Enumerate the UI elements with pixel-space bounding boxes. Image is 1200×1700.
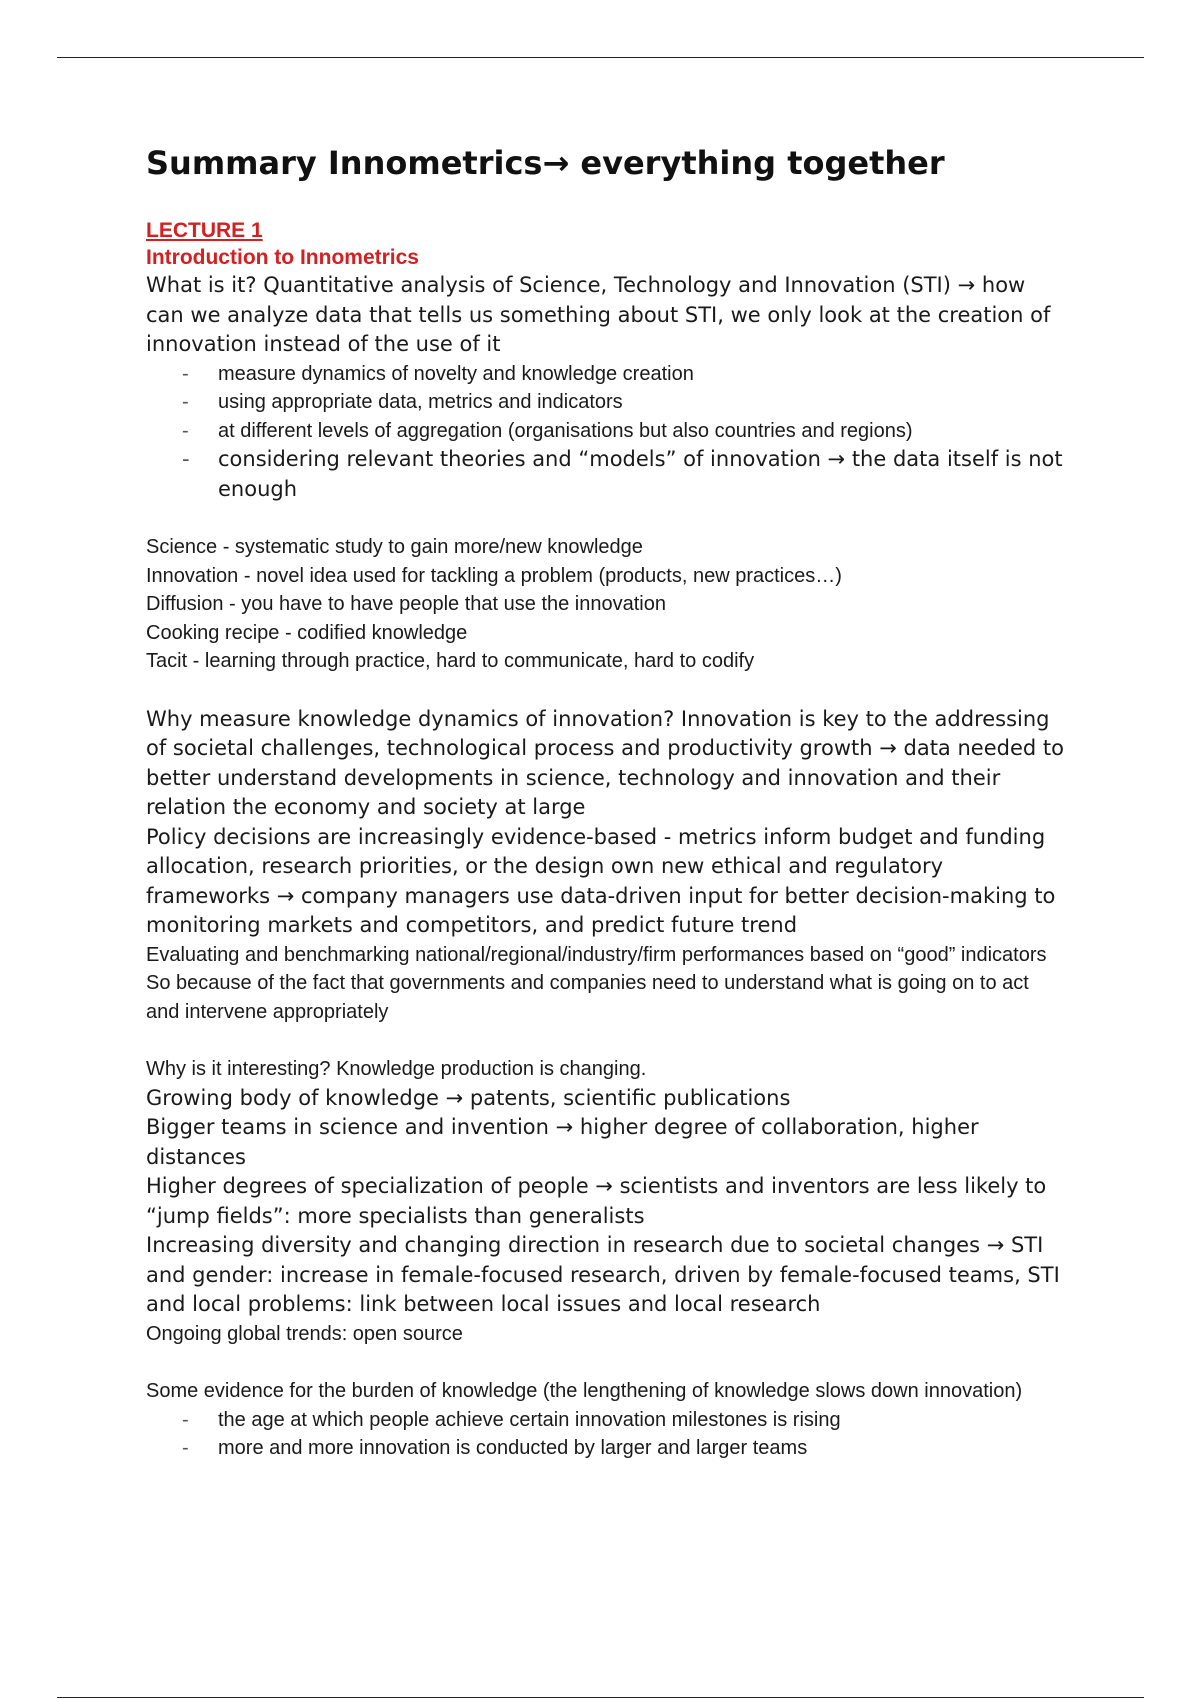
knowledge-body-line: Growing body of knowledge → patents, scientific publications — [146, 1085, 791, 1110]
list-item — [182, 1434, 1066, 1463]
benchmarking-paragraph: Evaluating and benchmarking national/regional/industry/firm performances based on “good” indicators — [146, 943, 1047, 966]
definition-line: Diffusion - you have to have people that use the innovation — [146, 593, 666, 615]
intro-bullet-list — [146, 360, 1066, 505]
bullet-dash: - — [182, 391, 189, 413]
bigger-teams-line: Bigger teams in science and invention → higher degree of collaboration, higher distances — [146, 1115, 979, 1169]
global-trends-line: Ongoing global trends: open source — [146, 1322, 463, 1345]
list-item — [182, 360, 1066, 389]
burden-bullet-list — [146, 1406, 1066, 1463]
document-page — [146, 143, 1066, 1463]
why-measure-paragraph: Why measure knowledge dynamics of innovation? Innovation is key to the addressing of societal challenges, technological process and productivity growth → data needed to better understand developments in science, technology and innovation and their relation the economy and society at large — [146, 706, 1064, 819]
list-item-text: using appropriate data, metrics and indicators — [218, 391, 623, 413]
bullet-dash: - — [182, 419, 189, 442]
list-item — [182, 1406, 1066, 1435]
definition-line: Innovation - novel idea used for tackling a problem (products, new practices…) — [146, 564, 842, 587]
list-item-text: the age at which people achieve certain innovation milestones is rising — [218, 1408, 841, 1431]
list-item-text: more and more innovation is conducted by larger and larger teams — [218, 1437, 808, 1459]
list-item — [182, 445, 1066, 504]
lecture-title: Introduction to Innometrics — [146, 246, 419, 269]
governments-paragraph: So because of the fact that governments and companies need to understand what is going on to act and intervene appropriately — [146, 972, 1029, 1023]
header-rule — [57, 57, 1144, 58]
list-item — [182, 417, 1066, 446]
definition-line: Tacit - learning through practice, hard to communicate, hard to codify — [146, 650, 755, 672]
list-item-text: considering relevant theories and “models” of innovation → the data itself is not enough — [218, 447, 1063, 501]
bullet-dash: - — [182, 1408, 189, 1431]
list-item-text: measure dynamics of novelty and knowledge creation — [218, 362, 694, 385]
specialization-line: Higher degrees of specialization of people → scientists and inventors are less likely to “jump fields”: more specialists than generalists — [146, 1174, 1047, 1228]
burden-paragraph: Some evidence for the burden of knowledge (the lengthening of knowledge slows down innovation) — [146, 1380, 1023, 1402]
bullet-dash: - — [182, 1437, 189, 1459]
definition-line: Cooking recipe - codified knowledge — [146, 621, 468, 644]
bullet-dash: - — [182, 447, 190, 471]
footer-rule — [57, 1697, 1144, 1698]
intro-paragraph: What is it? Quantitative analysis of Science, Technology and Innovation (STI) → how can we analyze data that tells us something about STI, we only look at the creation of innovation instead of the use of it — [146, 273, 1051, 356]
why-interesting-line: Why is it interesting? Knowledge production is changing. — [146, 1058, 647, 1080]
bullet-dash: - — [182, 362, 189, 385]
list-item — [182, 388, 1066, 417]
document-title: Summary Innometrics→ everything together — [146, 144, 945, 182]
lecture-label: LECTURE 1 — [146, 219, 263, 242]
definition-line: Science - systematic study to gain more/new knowledge — [146, 536, 643, 558]
policy-paragraph: Policy decisions are increasingly evidence-based - metrics inform budget and funding allocation, research priorities, or the design own new ethical and regulatory frameworks → company managers use data-driven input for better decision-making to monitoring markets and competitors, and predict future trend — [146, 824, 1056, 937]
diversity-line: Increasing diversity and changing direction in research due to societal changes → STI and gender: increase in female-focused research, driven by female-focused teams, STI and local problems: link between local issues and local research — [146, 1233, 1060, 1316]
list-item-text: at different levels of aggregation (organisations but also countries and regions) — [218, 419, 913, 442]
